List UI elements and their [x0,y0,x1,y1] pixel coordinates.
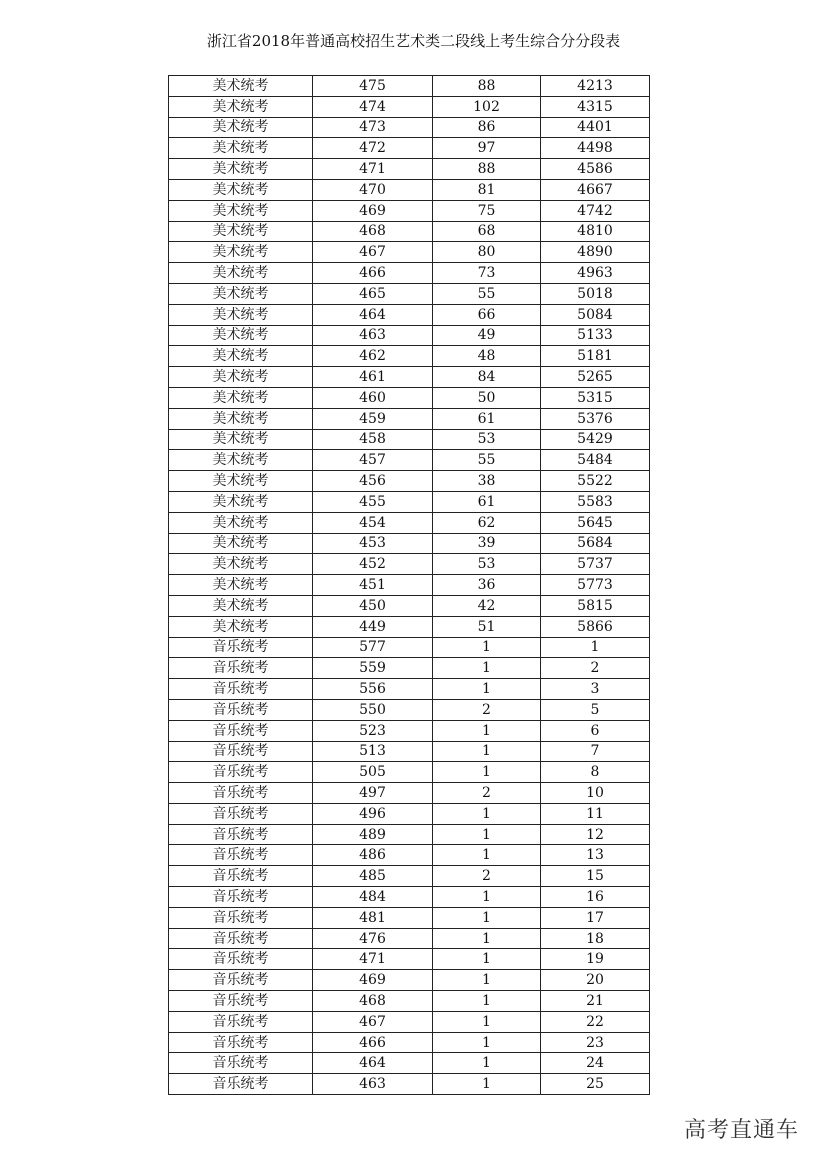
count-cell: 1 [433,658,541,679]
count-cell: 102 [433,96,541,117]
category-cell: 美术统考 [169,200,313,221]
count-cell: 50 [433,387,541,408]
count-cell: 2 [433,783,541,804]
score-cell: 450 [313,595,433,616]
page-title: 浙江省2018年普通高校招生艺术类二段线上考生综合分分段表 [206,32,621,50]
cumulative-cell: 10 [541,783,650,804]
cumulative-cell: 11 [541,803,650,824]
score-cell: 466 [313,1032,433,1053]
category-cell: 音乐统考 [169,970,313,991]
cumulative-cell: 2 [541,658,650,679]
table-row [169,304,650,325]
table-row [169,616,650,637]
table-row [169,699,650,720]
score-cell: 463 [313,325,433,346]
count-cell: 97 [433,138,541,159]
table-row [169,96,650,117]
watermark-text: 高考直通车 [683,1118,799,1143]
table-row [169,471,650,492]
cumulative-cell: 4498 [541,138,650,159]
category-cell: 美术统考 [169,325,313,346]
table-row [169,970,650,991]
category-cell: 音乐统考 [169,1053,313,1074]
cumulative-cell: 4213 [541,76,650,97]
table-row [169,76,650,97]
cumulative-cell: 6 [541,720,650,741]
category-cell: 音乐统考 [169,699,313,720]
table-row [169,658,650,679]
score-cell: 465 [313,283,433,304]
score-cell: 559 [313,658,433,679]
count-cell: 36 [433,575,541,596]
table-row [169,408,650,429]
category-cell: 美术统考 [169,367,313,388]
count-cell: 80 [433,242,541,263]
score-cell: 577 [313,637,433,658]
score-cell: 468 [313,221,433,242]
cumulative-cell: 5 [541,699,650,720]
category-cell: 音乐统考 [169,783,313,804]
cumulative-cell: 5265 [541,367,650,388]
count-cell: 1 [433,949,541,970]
count-cell: 55 [433,450,541,471]
table-row [169,179,650,200]
table-row [169,803,650,824]
count-cell: 61 [433,408,541,429]
cumulative-cell: 7 [541,741,650,762]
score-cell: 453 [313,533,433,554]
score-cell: 476 [313,928,433,949]
category-cell: 音乐统考 [169,1074,313,1095]
category-cell: 美术统考 [169,76,313,97]
score-cell: 470 [313,179,433,200]
count-cell: 86 [433,117,541,138]
count-cell: 75 [433,200,541,221]
table-row [169,866,650,887]
category-cell: 音乐统考 [169,658,313,679]
category-cell: 美术统考 [169,429,313,450]
score-cell: 451 [313,575,433,596]
cumulative-cell: 5181 [541,346,650,367]
category-cell: 音乐统考 [169,803,313,824]
count-cell: 1 [433,1074,541,1095]
table-row [169,679,650,700]
table-row [169,824,650,845]
count-cell: 1 [433,637,541,658]
table-row [169,450,650,471]
cumulative-cell: 4401 [541,117,650,138]
table-row [169,907,650,928]
cumulative-cell: 5484 [541,450,650,471]
table-row [169,783,650,804]
category-cell: 音乐统考 [169,928,313,949]
category-cell: 美术统考 [169,117,313,138]
count-cell: 2 [433,699,541,720]
category-cell: 音乐统考 [169,720,313,741]
category-cell: 音乐统考 [169,679,313,700]
table-row [169,491,650,512]
score-cell: 467 [313,242,433,263]
table-row [169,1074,650,1095]
count-cell: 68 [433,221,541,242]
category-cell: 美术统考 [169,138,313,159]
count-cell: 1 [433,679,541,700]
count-cell: 49 [433,325,541,346]
category-cell: 音乐统考 [169,887,313,908]
cumulative-cell: 4667 [541,179,650,200]
table-row [169,263,650,284]
category-cell: 音乐统考 [169,637,313,658]
category-cell: 美术统考 [169,471,313,492]
cumulative-cell: 5773 [541,575,650,596]
table-row [169,221,650,242]
category-cell: 美术统考 [169,387,313,408]
table-row [169,637,650,658]
count-cell: 1 [433,907,541,928]
count-cell: 1 [433,970,541,991]
table-row [169,325,650,346]
category-cell: 美术统考 [169,283,313,304]
score-cell: 466 [313,263,433,284]
score-cell: 467 [313,1011,433,1032]
score-cell: 457 [313,450,433,471]
score-cell: 452 [313,554,433,575]
score-cell: 475 [313,76,433,97]
score-cell: 471 [313,949,433,970]
score-cell: 485 [313,866,433,887]
count-cell: 1 [433,887,541,908]
count-cell: 1 [433,928,541,949]
category-cell: 音乐统考 [169,741,313,762]
cumulative-cell: 13 [541,845,650,866]
cumulative-cell: 16 [541,887,650,908]
cumulative-cell: 5866 [541,616,650,637]
table-row [169,117,650,138]
score-cell: 471 [313,159,433,180]
score-cell: 458 [313,429,433,450]
count-cell: 1 [433,845,541,866]
category-cell: 美术统考 [169,159,313,180]
count-cell: 81 [433,179,541,200]
table-row [169,575,650,596]
category-cell: 美术统考 [169,512,313,533]
count-cell: 1 [433,762,541,783]
table-row [169,346,650,367]
cumulative-cell: 4315 [541,96,650,117]
score-cell: 505 [313,762,433,783]
table-row [169,720,650,741]
score-table-body [169,76,650,1095]
cumulative-cell: 23 [541,1032,650,1053]
score-cell: 472 [313,138,433,159]
category-cell: 美术统考 [169,450,313,471]
cumulative-cell: 5018 [541,283,650,304]
cumulative-cell: 17 [541,907,650,928]
category-cell: 美术统考 [169,346,313,367]
category-cell: 美术统考 [169,616,313,637]
table-row [169,512,650,533]
count-cell: 1 [433,1053,541,1074]
cumulative-cell: 5684 [541,533,650,554]
count-cell: 62 [433,512,541,533]
score-cell: 464 [313,304,433,325]
cumulative-cell: 5429 [541,429,650,450]
score-cell: 469 [313,970,433,991]
cumulative-cell: 5737 [541,554,650,575]
cumulative-cell: 18 [541,928,650,949]
category-cell: 音乐统考 [169,907,313,928]
score-cell: 461 [313,367,433,388]
count-cell: 66 [433,304,541,325]
category-cell: 音乐统考 [169,1032,313,1053]
score-cell: 456 [313,471,433,492]
category-cell: 音乐统考 [169,991,313,1012]
category-cell: 美术统考 [169,96,313,117]
category-cell: 美术统考 [169,179,313,200]
score-cell: 496 [313,803,433,824]
count-cell: 38 [433,471,541,492]
count-cell: 53 [433,429,541,450]
cumulative-cell: 5315 [541,387,650,408]
score-cell: 468 [313,991,433,1012]
cumulative-cell: 4890 [541,242,650,263]
category-cell: 美术统考 [169,554,313,575]
cumulative-cell: 21 [541,991,650,1012]
category-cell: 音乐统考 [169,1011,313,1032]
table-row [169,928,650,949]
table-row [169,1011,650,1032]
table-row [169,1053,650,1074]
cumulative-cell: 5583 [541,491,650,512]
count-cell: 61 [433,491,541,512]
count-cell: 1 [433,720,541,741]
cumulative-cell: 25 [541,1074,650,1095]
score-cell: 459 [313,408,433,429]
cumulative-cell: 22 [541,1011,650,1032]
cumulative-cell: 5645 [541,512,650,533]
table-row [169,1032,650,1053]
score-cell: 463 [313,1074,433,1095]
count-cell: 84 [433,367,541,388]
count-cell: 1 [433,1011,541,1032]
cumulative-cell: 5376 [541,408,650,429]
table-row [169,367,650,388]
table-row [169,887,650,908]
count-cell: 55 [433,283,541,304]
score-cell: 484 [313,887,433,908]
table-row [169,138,650,159]
cumulative-cell: 12 [541,824,650,845]
category-cell: 美术统考 [169,533,313,554]
table-row [169,533,650,554]
score-cell: 513 [313,741,433,762]
score-cell: 523 [313,720,433,741]
cumulative-cell: 20 [541,970,650,991]
score-cell: 462 [313,346,433,367]
score-cell: 481 [313,907,433,928]
count-cell: 2 [433,866,541,887]
score-cell: 460 [313,387,433,408]
count-cell: 51 [433,616,541,637]
cumulative-cell: 24 [541,1053,650,1074]
score-cell: 454 [313,512,433,533]
table-row [169,595,650,616]
table-row [169,283,650,304]
score-cell: 455 [313,491,433,512]
category-cell: 音乐统考 [169,762,313,783]
cumulative-cell: 3 [541,679,650,700]
count-cell: 88 [433,159,541,180]
category-cell: 音乐统考 [169,866,313,887]
score-cell: 469 [313,200,433,221]
cumulative-cell: 15 [541,866,650,887]
count-cell: 1 [433,991,541,1012]
category-cell: 美术统考 [169,263,313,284]
cumulative-cell: 5084 [541,304,650,325]
cumulative-cell: 4810 [541,221,650,242]
count-cell: 39 [433,533,541,554]
cumulative-cell: 1 [541,637,650,658]
table-row [169,991,650,1012]
category-cell: 美术统考 [169,221,313,242]
cumulative-cell: 8 [541,762,650,783]
score-cell: 486 [313,845,433,866]
table-row [169,845,650,866]
score-table [168,75,650,1095]
score-cell: 474 [313,96,433,117]
cumulative-cell: 5815 [541,595,650,616]
count-cell: 1 [433,741,541,762]
category-cell: 音乐统考 [169,845,313,866]
count-cell: 1 [433,824,541,845]
cumulative-cell: 19 [541,949,650,970]
table-row [169,554,650,575]
score-cell: 497 [313,783,433,804]
category-cell: 音乐统考 [169,949,313,970]
table-row [169,387,650,408]
table-row [169,242,650,263]
cumulative-cell: 4742 [541,200,650,221]
cumulative-cell: 4586 [541,159,650,180]
count-cell: 88 [433,76,541,97]
table-row [169,159,650,180]
count-cell: 42 [433,595,541,616]
table-row [169,949,650,970]
category-cell: 美术统考 [169,595,313,616]
count-cell: 1 [433,1032,541,1053]
table-row [169,741,650,762]
score-cell: 550 [313,699,433,720]
category-cell: 美术统考 [169,304,313,325]
score-cell: 449 [313,616,433,637]
count-cell: 48 [433,346,541,367]
count-cell: 73 [433,263,541,284]
score-cell: 464 [313,1053,433,1074]
score-cell: 489 [313,824,433,845]
cumulative-cell: 4963 [541,263,650,284]
category-cell: 美术统考 [169,408,313,429]
table-row [169,762,650,783]
score-cell: 556 [313,679,433,700]
table-row [169,429,650,450]
cumulative-cell: 5522 [541,471,650,492]
count-cell: 53 [433,554,541,575]
cumulative-cell: 5133 [541,325,650,346]
count-cell: 1 [433,803,541,824]
category-cell: 美术统考 [169,491,313,512]
category-cell: 音乐统考 [169,824,313,845]
category-cell: 美术统考 [169,575,313,596]
table-row [169,200,650,221]
score-cell: 473 [313,117,433,138]
category-cell: 美术统考 [169,242,313,263]
